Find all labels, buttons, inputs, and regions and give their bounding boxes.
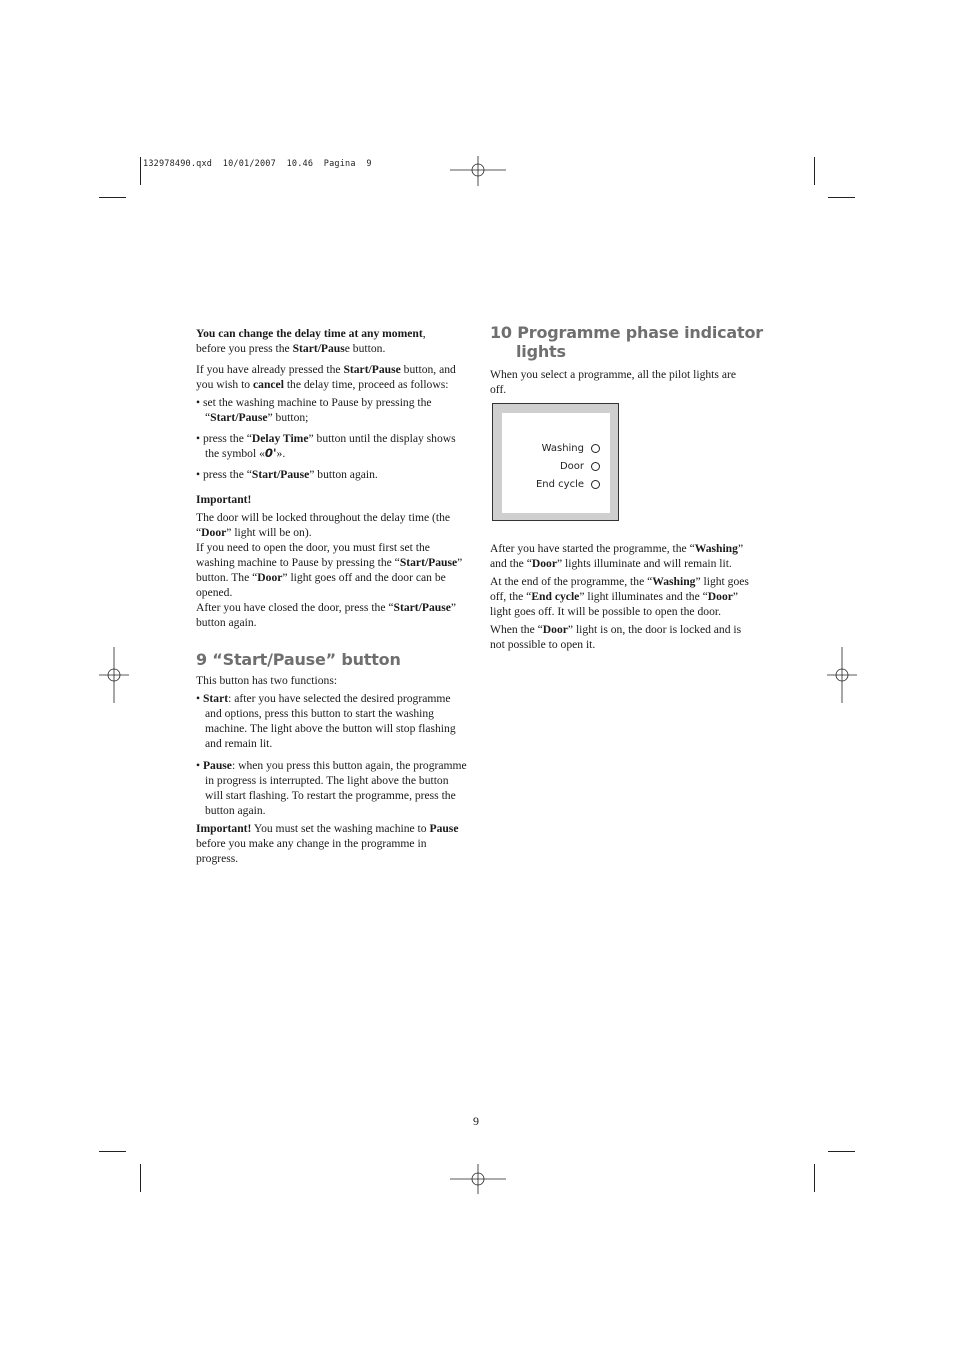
delay-symbol: 0'	[264, 446, 277, 460]
indicator-panel-face	[502, 413, 610, 513]
crop-mark	[828, 197, 855, 198]
indicator-door	[560, 461, 600, 472]
section-9-heading: 9 “Start/Pause” button	[196, 650, 401, 669]
crop-mark	[99, 1151, 126, 1152]
indicator-label: Washing	[541, 443, 584, 454]
crop-mark	[814, 157, 815, 185]
right-column	[490, 323, 763, 403]
after-start-paragraph: After you have started the programme, the “Washing” and the “Door” lights illuminate and will remain lit.	[490, 542, 744, 570]
right-column-lower	[490, 541, 752, 658]
crop-mark	[814, 1164, 815, 1192]
indicator-label: Door	[559, 461, 584, 472]
intro-paragraph: You can change the delay time at any moment, before you press the Start/Pause button.	[196, 327, 426, 355]
indicator-end-cycle	[536, 479, 600, 490]
important-paragraph: Important! You must set the washing machine to Pause before you make any change in the programme in progress.	[196, 822, 459, 865]
list-item: • set the washing machine to Pause by pressing the “Start/Pause” button;	[196, 396, 432, 424]
list-item: • press the “Start/Pause” button again.	[196, 468, 378, 481]
indicator-label: End cycle	[535, 479, 584, 490]
indicator-light-icon	[591, 444, 600, 453]
registration-mark-left	[99, 647, 129, 703]
left-column	[196, 326, 468, 872]
indicator-panel	[492, 403, 619, 521]
section-9-intro: This button has two functions:	[196, 674, 338, 687]
list-item: • Pause: when you press this button again, the programme in progress is interrupted. The light above the button will start flashing. To restart the programme, press the button again.	[196, 759, 467, 817]
registration-mark-bottom	[450, 1164, 506, 1194]
already-pressed-paragraph: If you have already pressed the Start/Pause button, and you wish to cancel the delay time, proceed as follows:	[196, 363, 456, 391]
crop-mark	[140, 157, 141, 185]
indicator-washing	[542, 443, 600, 454]
crop-mark	[99, 197, 126, 198]
indicator-light-icon	[591, 480, 600, 489]
registration-mark-right	[827, 647, 857, 703]
section-10-heading: 10 Programme phase indicator lights	[490, 323, 763, 361]
registration-mark-top	[450, 156, 506, 186]
door-locked-paragraph: When the “Door” light is on, the door is locked and is not possible to open it.	[490, 623, 742, 651]
important-label: Important!	[196, 493, 252, 506]
crop-mark	[828, 1151, 855, 1152]
list-item: • press the “Delay Time” button until the display shows the symbol «0'».	[196, 432, 456, 460]
indicator-light-icon	[591, 462, 600, 471]
end-programme-paragraph: At the end of the programme, the “Washing” light goes off, the “End cycle” light illuminates and the “Door” light goes off. It will be possible to open the door.	[490, 575, 749, 618]
crop-mark	[140, 1164, 141, 1192]
list-item: • Start: after you have selected the desired programme and options, press this button to start the washing machine. The light above the button will stop flashing and remain lit.	[196, 692, 456, 750]
page-number: 9	[473, 1114, 479, 1128]
section-10-intro: When you select a programme, all the pilot lights are off.	[490, 368, 736, 396]
file-slug: 132978490.qxd 10/01/2007 10.46 Pagina 9	[143, 159, 372, 169]
door-paragraph: The door will be locked throughout the delay time (the “Door” light will be on). If you need to open the door, you must first set the washing machine to Pause by pressing the “Start/Pause” button. The “Door” light goes off and the door can be opened. After you have closed the door, press the “Start/Pause” button again.	[196, 511, 463, 629]
